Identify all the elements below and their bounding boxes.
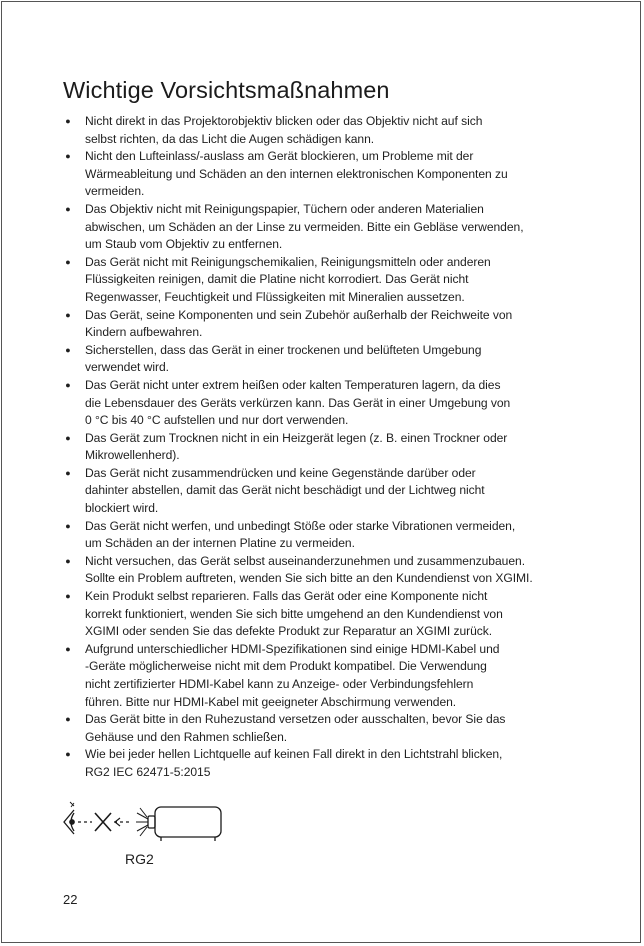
arrow-left-icon <box>115 818 120 826</box>
light-rays-icon <box>136 808 148 836</box>
page-number: 22 <box>63 892 78 907</box>
list-item <box>63 377 553 430</box>
list-item <box>63 465 553 518</box>
list-item <box>63 342 553 377</box>
list-item-text: Nicht direkt in das Projektorobjektiv blicken oder das Objektiv nicht auf sich selbst richten, da das Licht die Augen schädigen kann. <box>85 114 483 146</box>
list-item <box>63 641 553 711</box>
list-item <box>63 113 553 148</box>
bullet-icon: ● <box>65 151 71 162</box>
list-item <box>63 430 553 465</box>
list-item-text: Wie bei jeder hellen Lichtquelle auf keinen Fall direkt in den Lichtstrahl blicken, RG2 IEC 62471-5:2015 <box>85 747 503 779</box>
list-item <box>63 148 553 201</box>
list-item-text: Sicherstellen, dass das Gerät in einer trockenen und belüfteten Umgebung verwendet wird. <box>85 342 482 375</box>
list-item-text: Nicht versuchen, das Gerät selbst auseinanderzunehmen und zusammenzubauen. Sollte ein Problem auftreten, wenden Sie sich bitte an den Kundendienst von XGIMI. <box>85 553 533 586</box>
list-item-text: Nicht den Lufteinlass/-auslass am Gerät blockieren, um Probleme mit der Wärmeableitung und Schäden an den internen elektronischen Komponenten zu vermeiden. <box>85 149 508 199</box>
bullet-icon: ● <box>65 467 71 478</box>
bullet-icon: ● <box>65 256 71 267</box>
precautions-list <box>63 113 553 782</box>
eye-icon <box>64 802 74 834</box>
bullet-icon: ● <box>65 309 71 320</box>
list-item <box>63 518 553 553</box>
bullet-icon: ● <box>65 116 71 126</box>
prohibited-cross-icon <box>95 813 111 831</box>
rg2-warning-diagram <box>58 796 228 848</box>
list-item <box>63 746 553 781</box>
list-item <box>63 588 553 641</box>
list-item-text: Das Gerät zum Trocknen nicht in ein Heizgerät legen (z. B. einen Trockner oder Mikrowellenherd). <box>85 430 508 463</box>
bullet-icon: ● <box>65 749 71 760</box>
list-item-text: Das Gerät bitte in den Ruhezustand versetzen oder ausschalten, bevor Sie das Gehäuse und den Rahmen schließen. <box>85 712 506 744</box>
bullet-icon: ● <box>65 714 71 725</box>
list-item-text: Das Gerät nicht mit Reinigungschemikalien, Reinigungsmitteln oder anderen Flüssigkeiten reinigen, damit die Platine nicht korrodiert. Das Gerät nicht Regenwasser, Feuchtigkeit und Flüssigkeiten mit Mineralien aussetzen. <box>85 254 491 304</box>
bullet-icon: ● <box>65 203 71 214</box>
list-item-text: Das Gerät, seine Komponenten und sein Zubehör außerhalb der Reichweite von Kindern aufbewahren. <box>85 307 513 340</box>
list-item <box>63 254 553 307</box>
list-item <box>63 553 553 588</box>
list-item-text: Das Gerät nicht unter extrem heißen oder kalten Temperaturen lagern, da dies die Lebensdauer des Geräts verkürzen kann. Das Gerät in einer Umgebung von 0 °C bis 40 °C aufstellen und nur dort verwenden. <box>85 377 511 428</box>
page-title: Wichtige Vorsichtsmaßnahmen <box>63 77 390 103</box>
rg2-label: RG2 <box>125 851 154 867</box>
bullet-icon: ● <box>65 344 71 355</box>
list-item <box>63 711 553 746</box>
list-item-text: Das Gerät nicht werfen, und unbedingt Stöße oder starke Vibrationen vermeiden, um Schäden an der internen Platine zu vermeiden. <box>85 518 516 551</box>
bullet-icon: ● <box>65 379 71 390</box>
bullet-icon: ● <box>65 591 71 602</box>
bullet-icon: ● <box>65 432 71 443</box>
list-item-text: Aufgrund unterschiedlicher HDMI-Spezifikationen sind einige HDMI-Kabel und -Geräte möglicherweise nicht mit dem Produkt kompatibel. Die Verwendung nicht zertifizierter HDMI-Kabel kann zu Anzeige- oder Verbindungsfehlern führen. Bitte nur HDMI-Kabel mit geeigneter Abschirmung verwenden. <box>85 641 500 709</box>
list-item <box>63 201 553 254</box>
bullet-icon: ● <box>65 643 71 654</box>
bullet-icon: ● <box>65 555 71 566</box>
list-item-text: Das Objektiv nicht mit Reinigungspapier, Tüchern oder anderen Materialien abwischen, um Schäden an der Linse zu vermeiden. Bitte ein Gebläse verwenden, um Staub vom Objektiv zu entfernen. <box>85 201 524 252</box>
bullet-icon: ● <box>65 520 71 531</box>
projector-icon <box>148 807 221 841</box>
list-item-text: Das Gerät nicht zusammendrücken und keine Gegenstände darüber oder dahinter abstellen, damit das Gerät nicht beschädigt und der Lichtweg nicht blockiert wird. <box>85 465 485 516</box>
list-item-text: Kein Produkt selbst reparieren. Falls das Gerät oder eine Komponente nicht korrekt funktioniert, wenden Sie sich bitte umgehend an den Kundendienst von XGIMI oder senden Sie das defekte Produkt zur Reparatur an XGIMI zurück. <box>85 589 503 639</box>
list-item <box>63 307 553 342</box>
